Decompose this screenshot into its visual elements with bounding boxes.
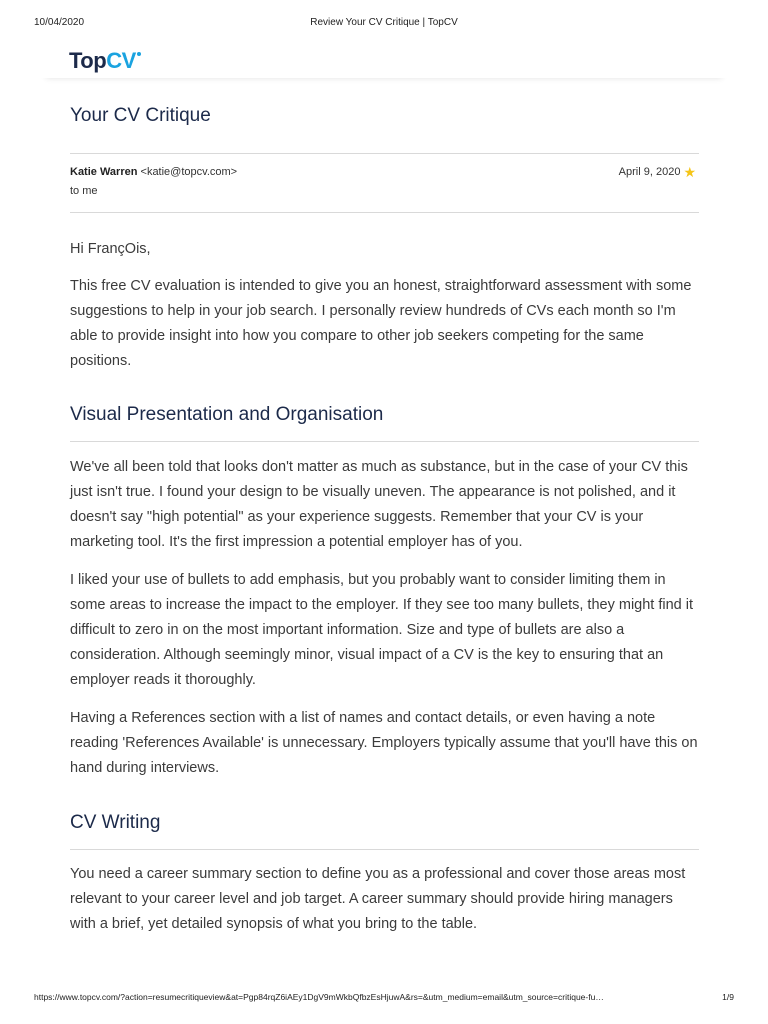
logo-cv: CV <box>106 48 136 73</box>
print-title: Review Your CV Critique | TopCV <box>310 17 458 28</box>
footer-page-number: 1/9 <box>722 992 734 1002</box>
email-title: Your CV Critique <box>70 105 211 126</box>
section2-paragraph: You need a career summary section to define you as a professional and cover those areas most relevant to your career level and job target. A career summary should provide hiring managers with a brief, yet detailed synopsis of what you bring to the table. <box>70 866 686 932</box>
section2-divider <box>70 849 699 850</box>
intro-paragraph: This free CV evaluation is intended to give you an honest, straightforward assessment with some suggestions to help in your job search. I personally review hundreds of CVs each month so I'm able to provide insight into how you compare to other job seekers competing for the same positions. <box>70 278 692 369</box>
header-divider <box>70 212 699 213</box>
section-heading-visual: Visual Presentation and Organisation <box>70 404 384 425</box>
email-date-wrap <box>618 163 696 180</box>
recipient-line: to me <box>70 185 98 197</box>
section1-paragraph: Having a References section with a list of names and contact details, or even having a note reading 'References Available' is unnecessary. Employers typically assume that you'll have this on hand during interviews. <box>70 710 698 776</box>
section1-paragraph: I liked your use of bullets to add emphasis, but you probably want to consider limiting them in some areas to increase the impact to the employer. If they see too many bullets, they might find it difficult to zero in on the most important information. Size and type of bullets are also a consideration. Although seemingly minor, visual impact of a CV is the key to ensuring that an employer reads it thoroughly. <box>70 572 694 688</box>
logo-dot-icon <box>137 52 141 56</box>
greeting: Hi FrançOis, <box>70 241 151 257</box>
print-header <box>0 17 768 31</box>
title-divider <box>70 153 699 154</box>
sender-name: Katie Warren <box>70 166 138 178</box>
star-icon[interactable]: ★ <box>683 163 696 180</box>
logo-bar <box>40 44 728 78</box>
section-heading-writing: CV Writing <box>70 812 161 833</box>
sender-email: <katie@topcv.com> <box>140 166 238 178</box>
section1-divider <box>70 441 699 442</box>
logo-top: Top <box>69 48 107 73</box>
email-date: April 9, 2020 <box>618 166 681 178</box>
print-date: 10/04/2020 <box>34 17 85 28</box>
section1-paragraph: We've all been told that looks don't matter as much as substance, but in the case of your CV this just isn't true. I found your design to be visually uneven. The appearance is not polished, and it doesn't say "high potential" as your experience suggests. Remember that your CV is your marketing tool. It's the first impression a potential employer has of you. <box>70 459 688 550</box>
footer-url[interactable]: https://www.topcv.com/?action=resumecritiqueview&at=Pgp84rqZ6iAEy1DgV9mWkbQfbzEsHjuwA&rs=&utm_medium=email&utm_source=critique-fu… <box>34 992 604 1002</box>
topcv-logo[interactable] <box>69 48 141 74</box>
sender-info <box>70 166 237 178</box>
